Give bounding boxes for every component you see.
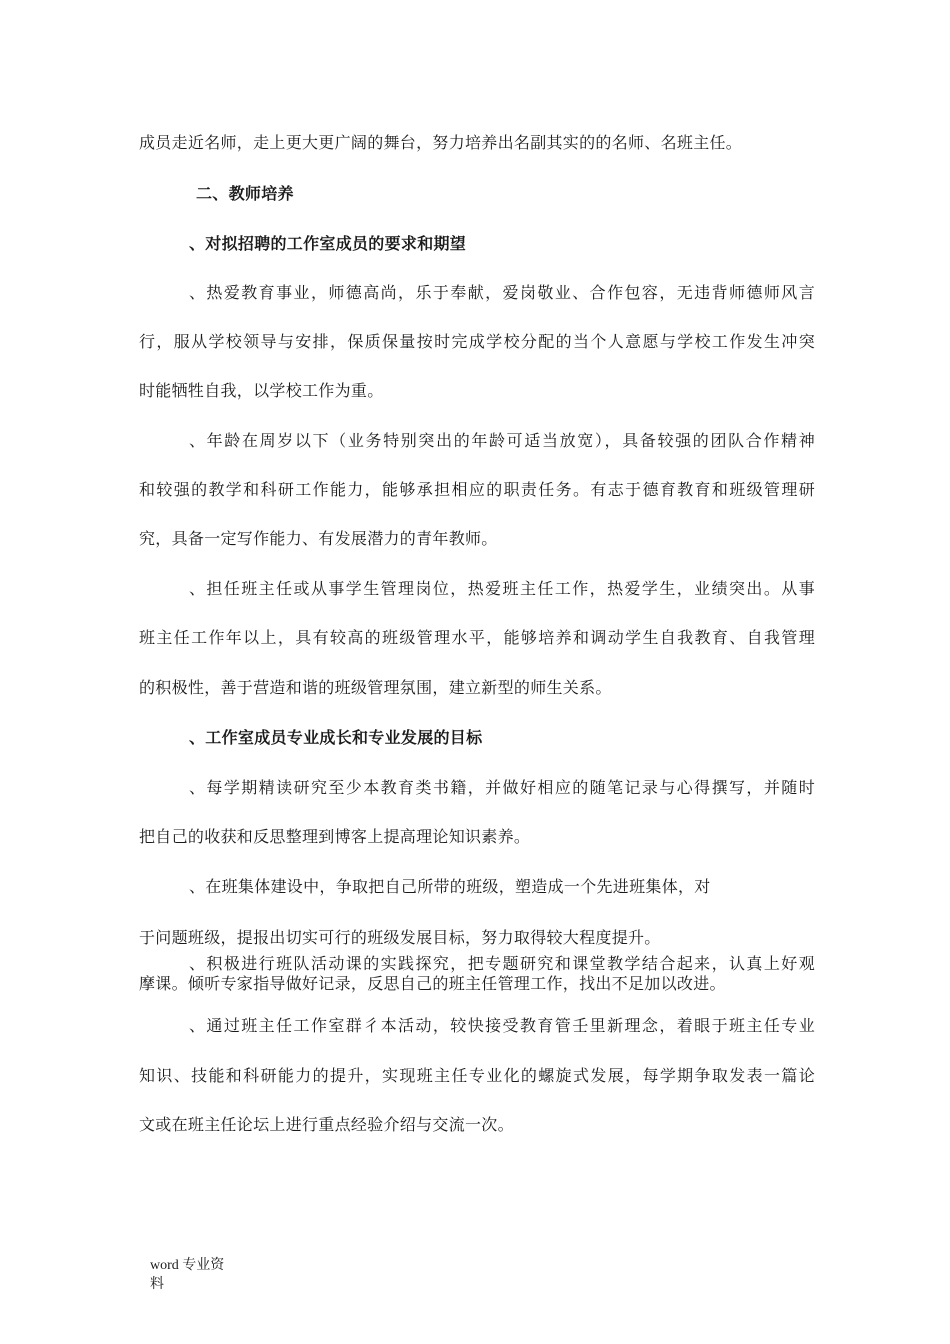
- paragraph-line: 究，具备一定写作能力、有发展潜力的青年教师。: [139, 529, 498, 548]
- footer-line: 料: [150, 1277, 164, 1292]
- page-footer: [150, 1256, 224, 1294]
- paragraph-line: 成员走近名师，走上更大更广阔的舞台，努力培养出名副其实的的名师、名班主任。: [139, 133, 743, 152]
- paragraph-line: 班主任工作年以上，具有较高的班级管理水平，能够培养和调动学生自我教育、自我管理: [139, 628, 815, 647]
- paragraph-line: 于问题班级，提报出切实可行的班级发展目标，努力取得较大程度提升。: [139, 928, 661, 947]
- paragraph-line: 把自己的收获和反思整理到博客上提高理论知识素养。: [139, 827, 531, 846]
- paragraph-line: 的积极性，善于营造和谐的班级管理氛围，建立新型的师生关系。: [139, 678, 612, 697]
- paragraph-line: 、年龄在周岁以下（业务特别突出的年龄可适当放宽），具备较强的团队合作精神: [189, 431, 815, 450]
- paragraph-line: 时能牺牲自我，以学校工作为重。: [139, 381, 384, 400]
- paragraph-line: 、通过班主任工作室群彳本活动，较快接受教育管壬里新理念，着眼于班主任专业: [189, 1016, 815, 1035]
- paragraph-line: 、每学期精读研究至少本教育类书籍，并做好相应的随笔记录与心得撰写，并随时: [189, 778, 815, 797]
- subsection-heading: 、对拟招聘的工作室成员的要求和期望: [189, 234, 467, 253]
- paragraph-line: 、担任班主任或从事学生管理岗位，热爱班主任工作，热爱学生，业绩突出。从事: [189, 579, 815, 598]
- paragraph-line: 摩课。倾听专家指导做好记录，反思自己的班主任管理工作，找出不足加以改进。: [139, 974, 726, 993]
- section-heading: 二、教师培养: [196, 184, 294, 203]
- paragraph-line: 文或在班主任论坛上进行重点经验介绍与交流一次。: [139, 1115, 514, 1134]
- paragraph-line: 和较强的教学和科研工作能力，能够承担相应的职责任务。有志于德育教育和班级管理研: [139, 480, 815, 499]
- paragraph-line: 、在班集体建设中，争取把自己所带的班级，塑造成一个先进班集体，对: [189, 877, 711, 896]
- footer-line: word 专业资: [150, 1258, 225, 1273]
- paragraph-line: 、热爱教育事业，师德高尚，乐于奉献，爱岗敬业、合作包容，无违背师德师风言: [189, 283, 815, 302]
- paragraph-line: 行，服从学校领导与安排，保质保量按时完成学校分配的当个人意愿与学校工作发生冲突: [139, 332, 815, 351]
- subsection-heading: 、工作室成员专业成长和专业发展的目标: [189, 728, 483, 747]
- paragraph-line: 、积极进行班队活动课的实践探究，把专题研究和课堂教学结合起来，认真上好观: [189, 954, 815, 973]
- paragraph-line: 知识、技能和科研能力的提升，实现班主任专业化的螺旋式发展，每学期争取发表一篇论: [139, 1066, 815, 1085]
